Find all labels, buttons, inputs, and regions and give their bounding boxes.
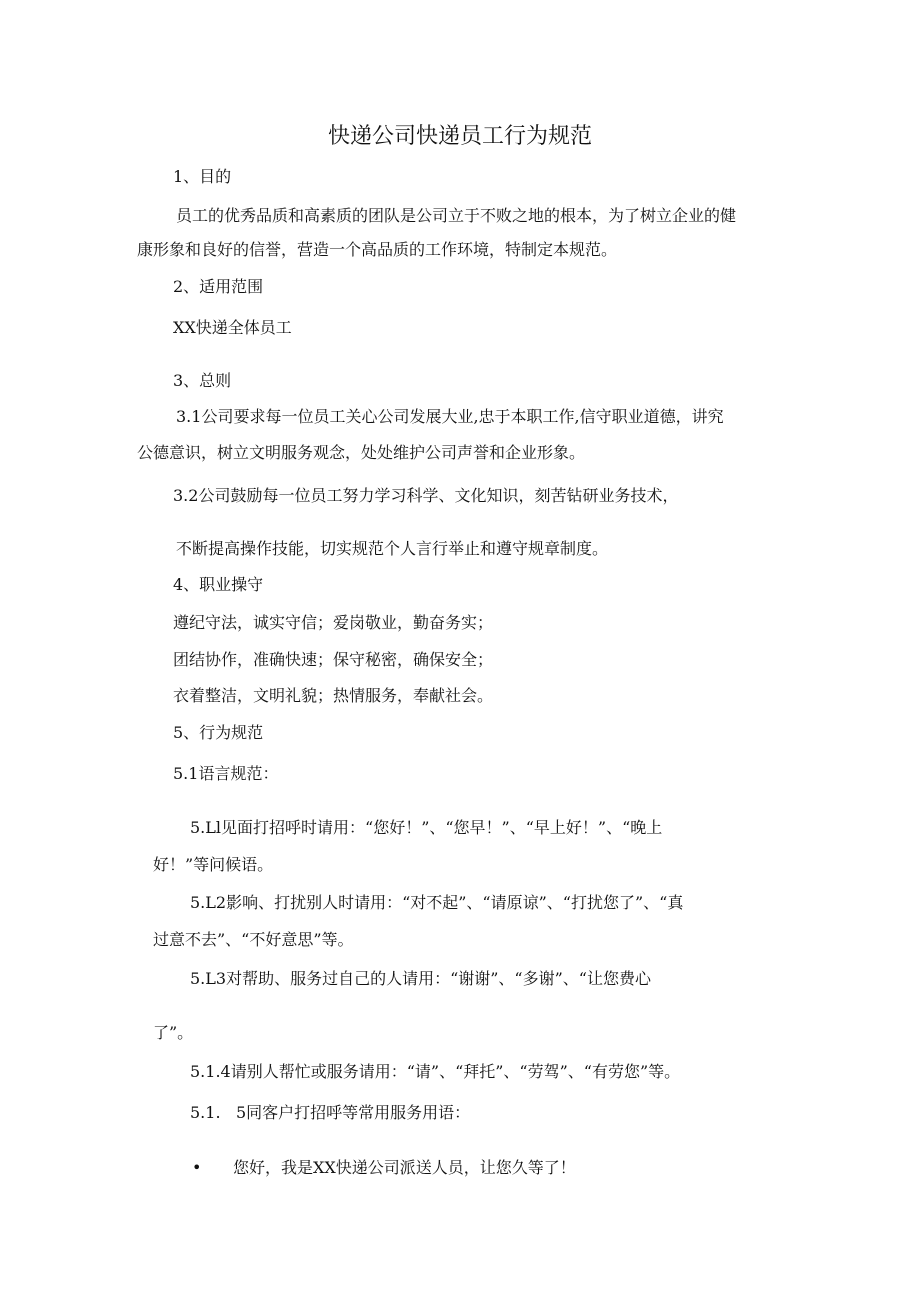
- ethics-line-3: 衣着整洁，文明礼貌；热情服务，奉献社会。: [173, 686, 494, 705]
- clause-5-1-2-line-1: 5.L2影响、打扰别人时请用：“对不起”、“请原谅”、“打扰您了”、“真: [190, 893, 684, 912]
- section-3-heading: 3、总则: [173, 371, 232, 390]
- section-1-heading: 1、目的: [173, 167, 232, 186]
- section-2-body: XX快递全体员工: [173, 318, 292, 337]
- clause-5-1-2-line-2: 过意不去”、“不好意思”等。: [153, 930, 354, 949]
- clause-3-2-line-2: 不断提高操作技能，切实规范个人言行举止和遵守规章制度。: [176, 539, 609, 558]
- clause-5-1-5-number: 5.1.: [190, 1103, 221, 1122]
- clause-5-1-4: 5.1.4请别人帮忙或服务请用：“请”、“拜托”、“劳驾”、“有劳您”等。: [190, 1062, 681, 1081]
- clause-5-1-3-line-2: 了”。: [153, 1023, 194, 1042]
- section-2-heading: 2、适用范围: [173, 277, 264, 296]
- clause-5-1-1-line-2: 好！”等问候语。: [153, 855, 274, 874]
- section-4-heading: 4、职业操守: [173, 575, 264, 594]
- ethics-line-2: 团结协作，准确快速；保守秘密，确保安全；: [173, 650, 494, 669]
- clause-5-1-5-text: 5同客户打招呼等常用服务用语：: [236, 1103, 471, 1122]
- clause-5-1-3-line-1: 5.L3对帮助、服务过自己的人请用：“谢谢”、“多谢”、“让您费心: [190, 969, 651, 988]
- clause-5-1-1-line-1: 5.Ll见面打招呼时请用：“您好！”、“您早！”、“早上好！”、“晚上: [190, 818, 663, 837]
- bullet-item-1: 您好，我是XX快递公司派送人员，让您久等了！: [233, 1158, 576, 1177]
- clause-3-1-line-2: 公德意识，树立文明服务观念，处处维护公司声誉和企业形象。: [137, 443, 586, 462]
- document-title: 快递公司快递员工行为规范: [327, 124, 592, 149]
- clause-3-2-line-1: 3.2公司鼓励每一位员工努力学习科学、文化知识，刻苦钻研业务技术，: [173, 486, 679, 505]
- section-5-heading: 5、行为规范: [173, 723, 264, 742]
- section-1-paragraph-line-1: 员工的优秀品质和高素质的团队是公司立于不败之地的根本，为了树立企业的健: [176, 206, 737, 225]
- bullet-icon: •: [192, 1158, 202, 1177]
- ethics-line-1: 遵纪守法，诚实守信；爱岗敬业，勤奋务实；: [173, 613, 494, 632]
- clause-5-1-heading: 5.1语言规范：: [173, 764, 279, 783]
- section-1-paragraph-line-2: 康形象和良好的信誉，营造一个高品质的工作环境，特制定本规范。: [137, 240, 618, 259]
- clause-3-1-line-1: 3.1公司要求每一位员工关心公司发展大业,忠于本职工作,信守职业道德，讲究: [176, 407, 724, 426]
